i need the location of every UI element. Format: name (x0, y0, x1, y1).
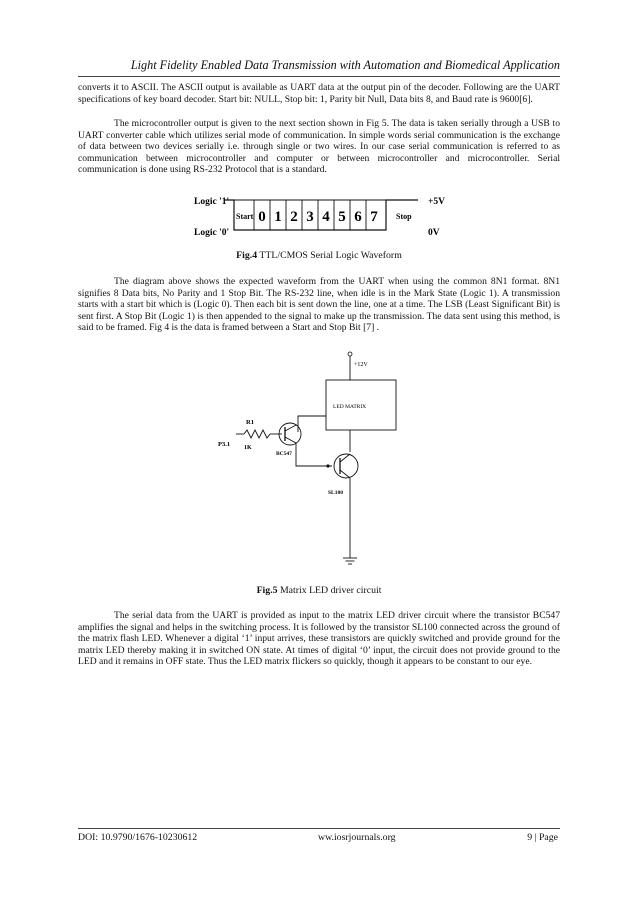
logic-0-label: Logic '0' (194, 228, 230, 238)
paragraph-4: The serial data from the UART is provided as input to the matrix LED driver circuit where the transistor BC547 amplifies the signal and helps in the switching process. It is followed by the transistor SL100 connected across the ground of the matrix flash LED. Whenever a digital ‘1’ input arrives, these transistors are quickly switched and provide ground for the matrix LED thereby making it in switched ON state. At times of digital ‘0’ input, the circuit does not provide ground to the LED and it remains in OFF state. Thus the LED matrix flickers so quickly, though it appears to be constant to our eye. (78, 610, 560, 668)
paragraph-2: The microcontroller output is given to the next section shown in Fig 5. The data is taken serially through a USB to UART converter cable which utilizes serial mode of communication. In simple words serial communication is the exchange of data between two devices serially i.e. through single or two wires. In our case serial communication is referred to as communication between microcontroller and computer or between microcontroller and microcontroller. Serial communication is done using RS-232 Protocol that is a standard. (78, 118, 560, 176)
serial-waveform-figure (180, 188, 470, 240)
footer-rule (78, 828, 560, 829)
bit-0: 0 (258, 209, 266, 225)
stop-bit-label: Stop (396, 212, 412, 221)
ground-icon (343, 558, 357, 564)
bit-3: 3 (306, 209, 314, 225)
supply-label: +12V (354, 362, 368, 368)
bit-6: 6 (354, 209, 362, 225)
fig4-caption-text: TTL/CMOS Serial Logic Waveform (257, 250, 402, 261)
bit-7: 7 (370, 209, 378, 225)
q2-label: SL100 (328, 490, 343, 496)
resistor-value: 1K (244, 445, 252, 451)
q1-label: BC547 (276, 451, 292, 457)
footer-website: ww.iosrjournals.org (318, 832, 396, 843)
resistor-label: R1 (246, 419, 254, 426)
start-bit-label: Start (236, 212, 254, 221)
paragraph-1: converts it to ASCII. The ASCII output is available as UART data at the output pin of the decoder. Following are the UART specifications of key board decoder. Start bit: NULL, Stop bit: 1, Parity bit Null, Data bits 8, and Baud rate is 9600[6]. (78, 82, 560, 105)
paragraph-3: The diagram above shows the expected waveform from the UART when using the common 8N1 format. 8N1 signifies 8 Data bits, No Parity and 1 Stop Bit. The RS-232 line, when idle is in the Mark State (Logic 1). A transmission starts with a start bit which is (Logic 0). Then each bit is sent down the line, one at a time. The LSB (Least Significant Bit) is sent first. A Stop Bit (Logic 1) is then appended to the signal to make up the transmission. The data sent using this method, is said to be framed. Fig 4 is the data is framed between a Start and Stop Bit [7] . (78, 276, 560, 334)
running-header: Light Fidelity Enabled Data Transmission with Automation and Biomedical Application (130, 58, 560, 72)
fig5-caption-label: Fig.5 (256, 585, 278, 596)
led-driver-circuit-figure (200, 348, 420, 583)
logic-1-label: Logic '1' (194, 197, 230, 207)
led-matrix-label: LED MATRIX (333, 404, 367, 410)
bit-5: 5 (338, 209, 346, 225)
bit-4: 4 (322, 209, 330, 225)
fig5-caption-text: Matrix LED driver circuit (277, 585, 382, 596)
fig4-caption-label: Fig.4 (236, 250, 258, 261)
fig5-caption (78, 585, 560, 596)
supply-terminal (348, 352, 352, 356)
input-label: P3.1 (218, 441, 231, 448)
bit-2: 2 (290, 209, 298, 225)
voltage-high-label: +5V (428, 197, 446, 207)
fig4-caption (78, 250, 560, 261)
bit-1: 1 (274, 209, 282, 225)
footer-page-number: 9 | Page (527, 832, 558, 843)
resistor-r1 (244, 430, 270, 438)
transistor-bc547 (279, 423, 301, 445)
header-rule (78, 76, 560, 77)
voltage-low-label: 0V (428, 228, 440, 238)
footer-doi: DOI: 10.9790/1676-10230612 (78, 832, 198, 843)
